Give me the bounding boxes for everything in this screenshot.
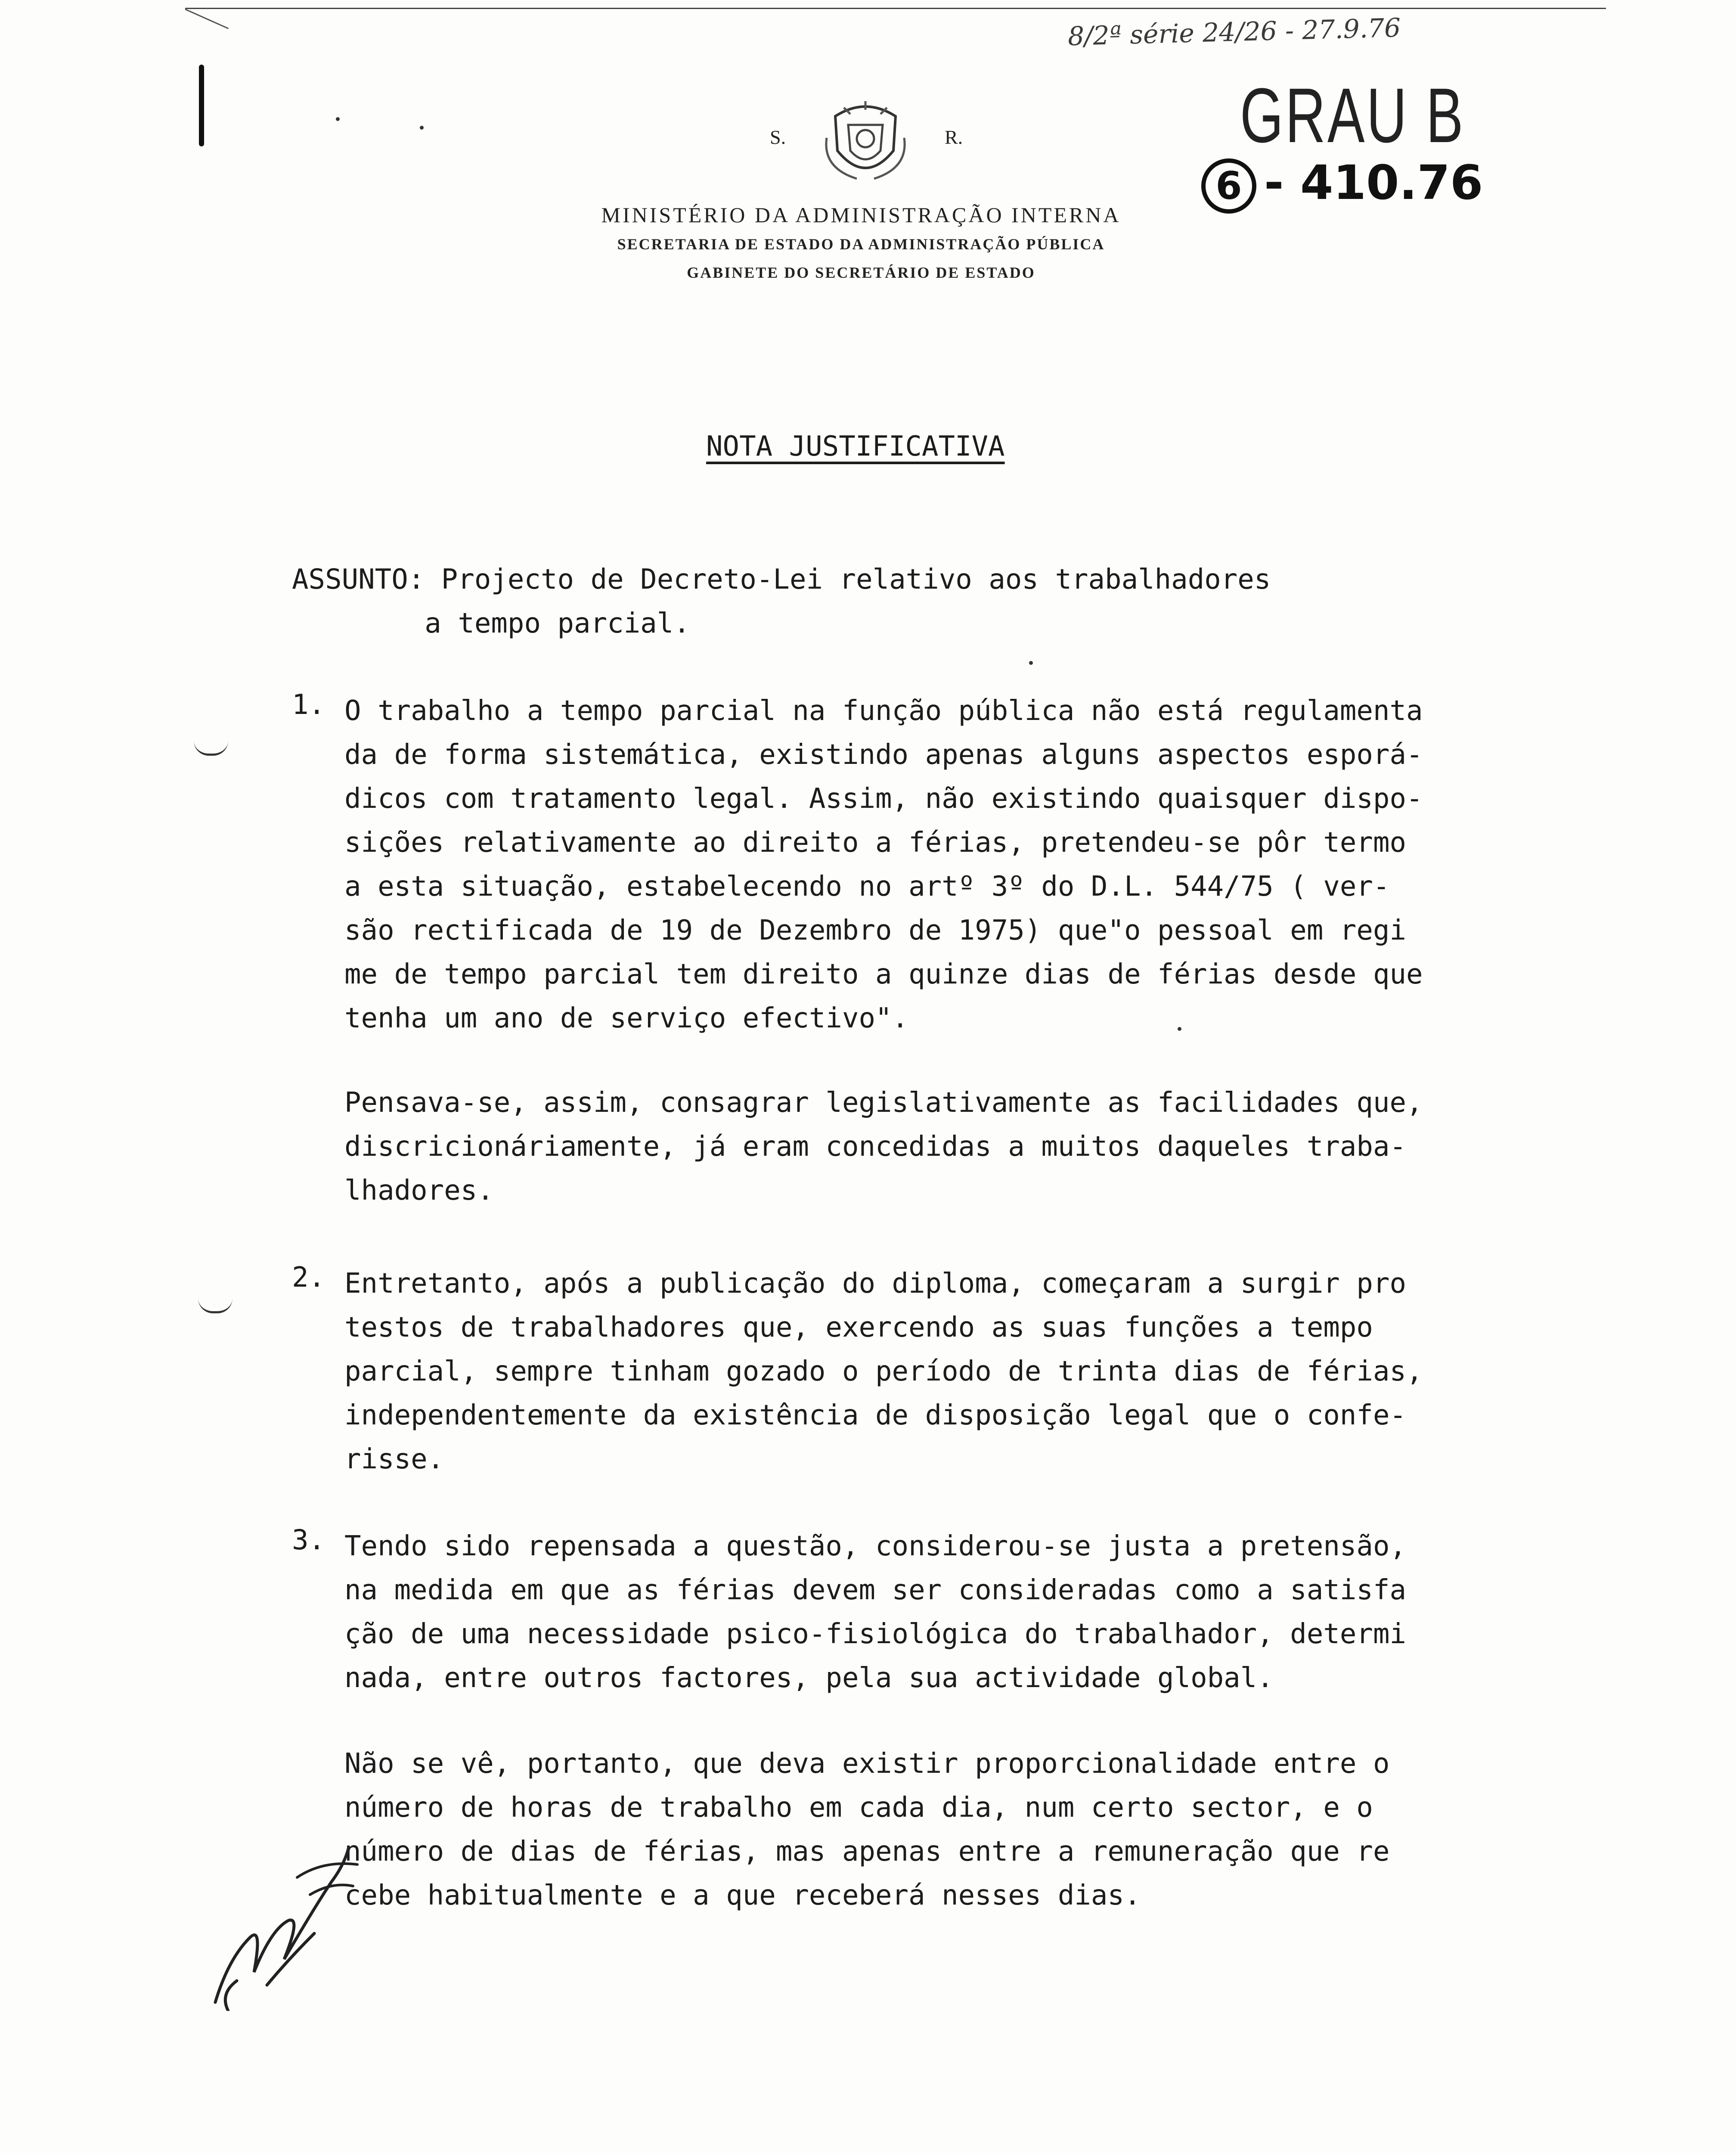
archive-reference-note: 8/2ª série 24/26 - 27.9.76: [1067, 12, 1401, 52]
scan-edge-line: [185, 8, 1606, 9]
section-2-text: Entretanto, após a publicação do diploma, começaram a surgir pro testos de trabalhadores que, exercendo as suas funções a tempo parcial, sempre tinham gozado o período de trinta dias de férias, independentemente da existência de disposição legal que o confe- risse.: [344, 1268, 1423, 1475]
binder-hole-mark: [199, 65, 204, 146]
page-corner-mark: [185, 9, 229, 29]
section-3-continuation: Não se vê, portanto, que deva existir proporcionalidade entre o número de horas de trabalho em cada dia, num certo sector, e o número de dias de férias, mas apenas entre a remuneração que re cebe habitualmente e a que receberá nesses dias.: [344, 1748, 1390, 1911]
section-number: 3.: [292, 1524, 326, 1556]
scan-speck: [336, 117, 340, 121]
margin-tick-mark: [198, 1298, 232, 1313]
letterhead-right-letter: R.: [945, 126, 963, 148]
file-code-rest: - 410.76: [1264, 155, 1483, 210]
section-number: 1.: [292, 689, 326, 721]
scan-speck: [1029, 661, 1033, 665]
section-1-continuation: Pensava-se, assim, consagrar legislativamente as facilidades que, discricionáriamente, já eram concedidas a muitos daqueles traba- lhadores.: [344, 1087, 1423, 1207]
grade-stamp: GRAU B: [1240, 72, 1465, 159]
subject-line: ASSUNTO: Projecto de Decreto-Lei relativo aos trabalhadores a tempo parcial.: [292, 564, 1271, 639]
section-3-text: Tendo sido repensada a questão, considerou-se justa a pretensão, na medida em que as férias devem ser consideradas como a satisfa ção de uma necessidade psico-fisiológica do trabalhador, determi nada, entre outros factores, pela sua actividade global.: [344, 1530, 1406, 1694]
margin-tick-mark: [194, 741, 228, 756]
secretariat-name: SECRETARIA DE ESTADO DA ADMINISTRAÇÃO PÚBLICA: [617, 236, 1105, 253]
coat-of-arms-row: [474, 99, 1249, 185]
ministry-name: MINISTÉRIO DA ADMINISTRAÇÃO INTERNA: [601, 203, 1121, 227]
scan-speck: [420, 126, 424, 130]
document-title: NOTA JUSTIFICATIVA: [706, 431, 1005, 462]
section-1-text: O trabalho a tempo parcial na função pública não está regulamenta da de forma sistemática, existindo apenas alguns aspectos esporá- dicos com tratamento legal. Assim, não existindo quaisquer dispo- sições relativamente ao direito a férias, pretendeu-se pôr termo a esta situação, estabelecendo no artº 3º do D.L. 544/75 ( ver- são rectificada de 19 de Dezembro de 1975) que"o pessoal em regi me de tempo parcial tem direito a quinze dias de férias desde que tenha um ano de serviço efectivo".: [344, 695, 1423, 1034]
coat-of-arms-emblem: [818, 99, 913, 185]
letterhead: [474, 99, 1249, 282]
file-code-circled-number: 6: [1201, 158, 1256, 214]
handwritten-signature: [202, 1830, 366, 2011]
cabinet-name: GABINETE DO SECRETÁRIO DE ESTADO: [687, 264, 1035, 281]
letterhead-left-letter: S.: [770, 126, 786, 148]
section-number: 2.: [292, 1262, 326, 1294]
